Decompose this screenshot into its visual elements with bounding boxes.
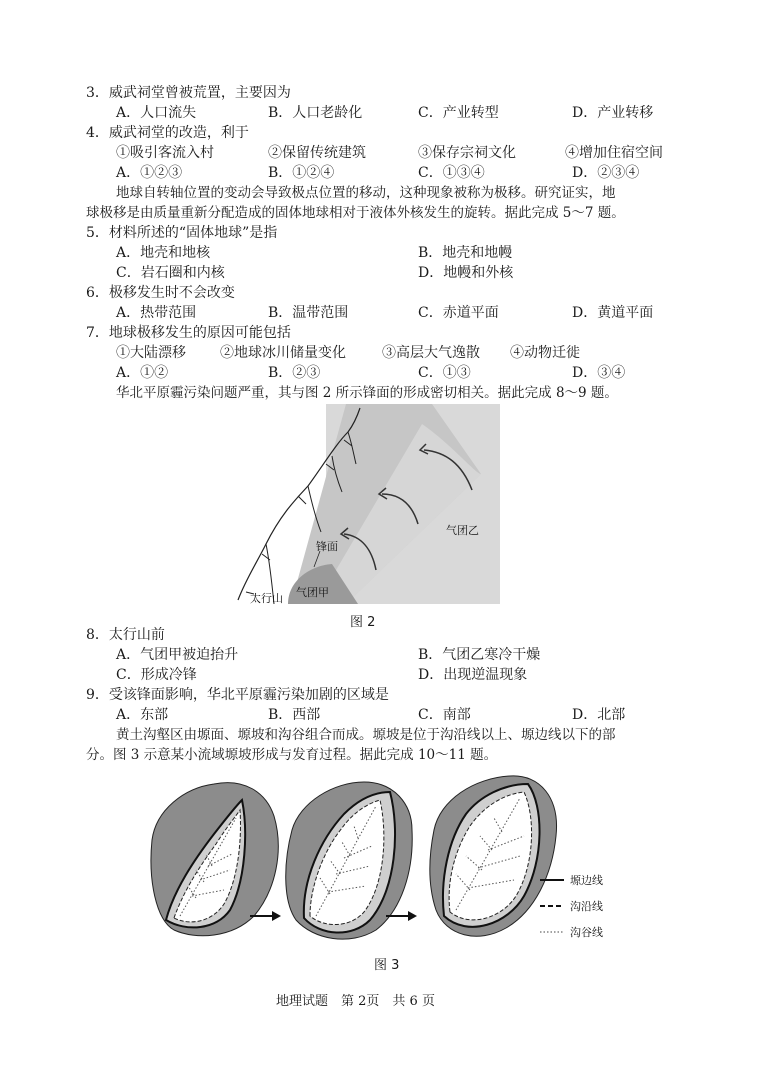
page-footer: 地理试题 第 2页 共 6 页 bbox=[276, 994, 435, 1009]
q3-option-b: B．人口老龄化 bbox=[268, 105, 363, 121]
q7-option-c: C．①③ bbox=[418, 365, 471, 381]
q6-stem: 6．极移发生时不会改变 bbox=[86, 285, 235, 301]
q5-option-d: D．地幔和外核 bbox=[418, 265, 514, 281]
q4-option-c: C．①③④ bbox=[418, 165, 485, 181]
fig2-caption: 图 2 bbox=[350, 615, 376, 630]
q4-option-d: D．②③④ bbox=[572, 165, 640, 181]
q5-option-b: B．地壳和地幔 bbox=[418, 245, 513, 261]
q7-option-a: A．①② bbox=[116, 365, 169, 381]
q4-item-2: ②保留传统建筑 bbox=[268, 145, 366, 161]
q6-option-d: D．黄道平面 bbox=[572, 305, 654, 321]
q8-option-c: C．形成冷锋 bbox=[116, 667, 197, 683]
q3-stem: 3．威武祠堂曾被荒置，主要因为 bbox=[86, 85, 291, 101]
fig2-label-airmass-a: 气团甲 bbox=[296, 586, 329, 599]
fig2-label-front: 锋面 bbox=[316, 540, 338, 553]
q7-item-4: ④动物迁徙 bbox=[510, 345, 580, 361]
q5-stem: 5．材料所述的“固体地球”是指 bbox=[86, 225, 278, 241]
q9-stem: 9．受该锋面影响，华北平原霾污染加剧的区域是 bbox=[86, 687, 389, 703]
q4-item-4: ④增加住宿空间 bbox=[565, 145, 663, 161]
figure-2-front-diagram bbox=[236, 404, 500, 604]
q4-item-1: ①吸引客流入村 bbox=[116, 145, 214, 161]
q9-option-c: C．南部 bbox=[418, 707, 471, 723]
q9-option-b: B．西部 bbox=[268, 707, 321, 723]
q7-option-b: B．②③ bbox=[268, 365, 321, 381]
q6-option-c: C．赤道平面 bbox=[418, 305, 499, 321]
q6-option-a: A．热带范围 bbox=[116, 305, 197, 321]
q7-item-2: ②地球冰川储量变化 bbox=[220, 345, 346, 361]
q8-option-b: B．气团乙寒冷干燥 bbox=[418, 647, 541, 663]
q5-option-c: C．岩石圈和内核 bbox=[116, 265, 225, 281]
fig3-stage-1 bbox=[151, 783, 278, 936]
intro-haze-line1: 华北平原霾污染问题严重，其与图 2 所示锋面的形成密切相关。据此完成 8～9 题。 bbox=[116, 385, 618, 401]
q5-option-a: A．地壳和地核 bbox=[116, 245, 211, 261]
q4-option-a: A．①②③ bbox=[116, 165, 183, 181]
legend-label-3: 沟谷线 bbox=[570, 926, 603, 939]
q4-option-b: B．①②④ bbox=[268, 165, 335, 181]
q4-stem: 4．威武祠堂的改造，利于 bbox=[86, 125, 249, 141]
legend-label-2: 沟沿线 bbox=[570, 900, 603, 913]
q9-option-d: D．北部 bbox=[572, 707, 626, 723]
intro-loess-line2: 分。图 3 示意某小流域塬坡形成与发育过程。据此完成 10～11 题。 bbox=[86, 747, 498, 763]
legend-label-1: 塬边线 bbox=[570, 874, 603, 887]
q9-option-a: A．东部 bbox=[116, 707, 169, 723]
q3-option-a: A．人口流失 bbox=[116, 105, 197, 121]
figure-3-slope-evolution bbox=[144, 770, 644, 948]
intro-polar-motion-line1: 地球自转轴位置的变动会导致极点位置的移动，这种现象被称为极移。研究证实，地 bbox=[116, 185, 616, 201]
intro-loess-line1: 黄土沟壑区由塬面、塬坡和沟谷组合而成。塬坡是位于沟沿线以上、塬边线以下的部 bbox=[116, 727, 616, 743]
fig3-legend bbox=[540, 873, 603, 939]
fig3-arrowhead-1 bbox=[272, 911, 281, 921]
q7-item-1: ①大陆漂移 bbox=[116, 345, 186, 361]
fig2-label-mountain: 太行山 bbox=[250, 592, 283, 604]
q3-option-d: D．产业转移 bbox=[572, 105, 654, 121]
fig2-label-airmass-b: 气团乙 bbox=[446, 524, 479, 537]
intro-polar-motion-line2: 球极移是由质量重新分配造成的固体地球相对于液体外核发生的旋转。据此完成 5～7 题。 bbox=[86, 205, 625, 221]
q8-stem: 8．太行山前 bbox=[86, 627, 165, 643]
q6-option-b: B．温带范围 bbox=[268, 305, 349, 321]
fig3-arrowhead-2 bbox=[408, 911, 417, 921]
q8-option-a: A．气团甲被迫抬升 bbox=[116, 647, 239, 663]
q7-option-d: D．③④ bbox=[572, 365, 626, 381]
fig3-caption: 图 3 bbox=[374, 958, 400, 973]
q8-option-d: D．出现逆温现象 bbox=[418, 667, 528, 683]
q4-item-3: ③保存宗祠文化 bbox=[418, 145, 516, 161]
q7-stem: 7．地球极移发生的原因可能包括 bbox=[86, 325, 291, 341]
q7-item-3: ③高层大气逸散 bbox=[382, 345, 480, 361]
fig3-stage-3 bbox=[430, 776, 557, 936]
q3-option-c: C．产业转型 bbox=[418, 105, 499, 121]
